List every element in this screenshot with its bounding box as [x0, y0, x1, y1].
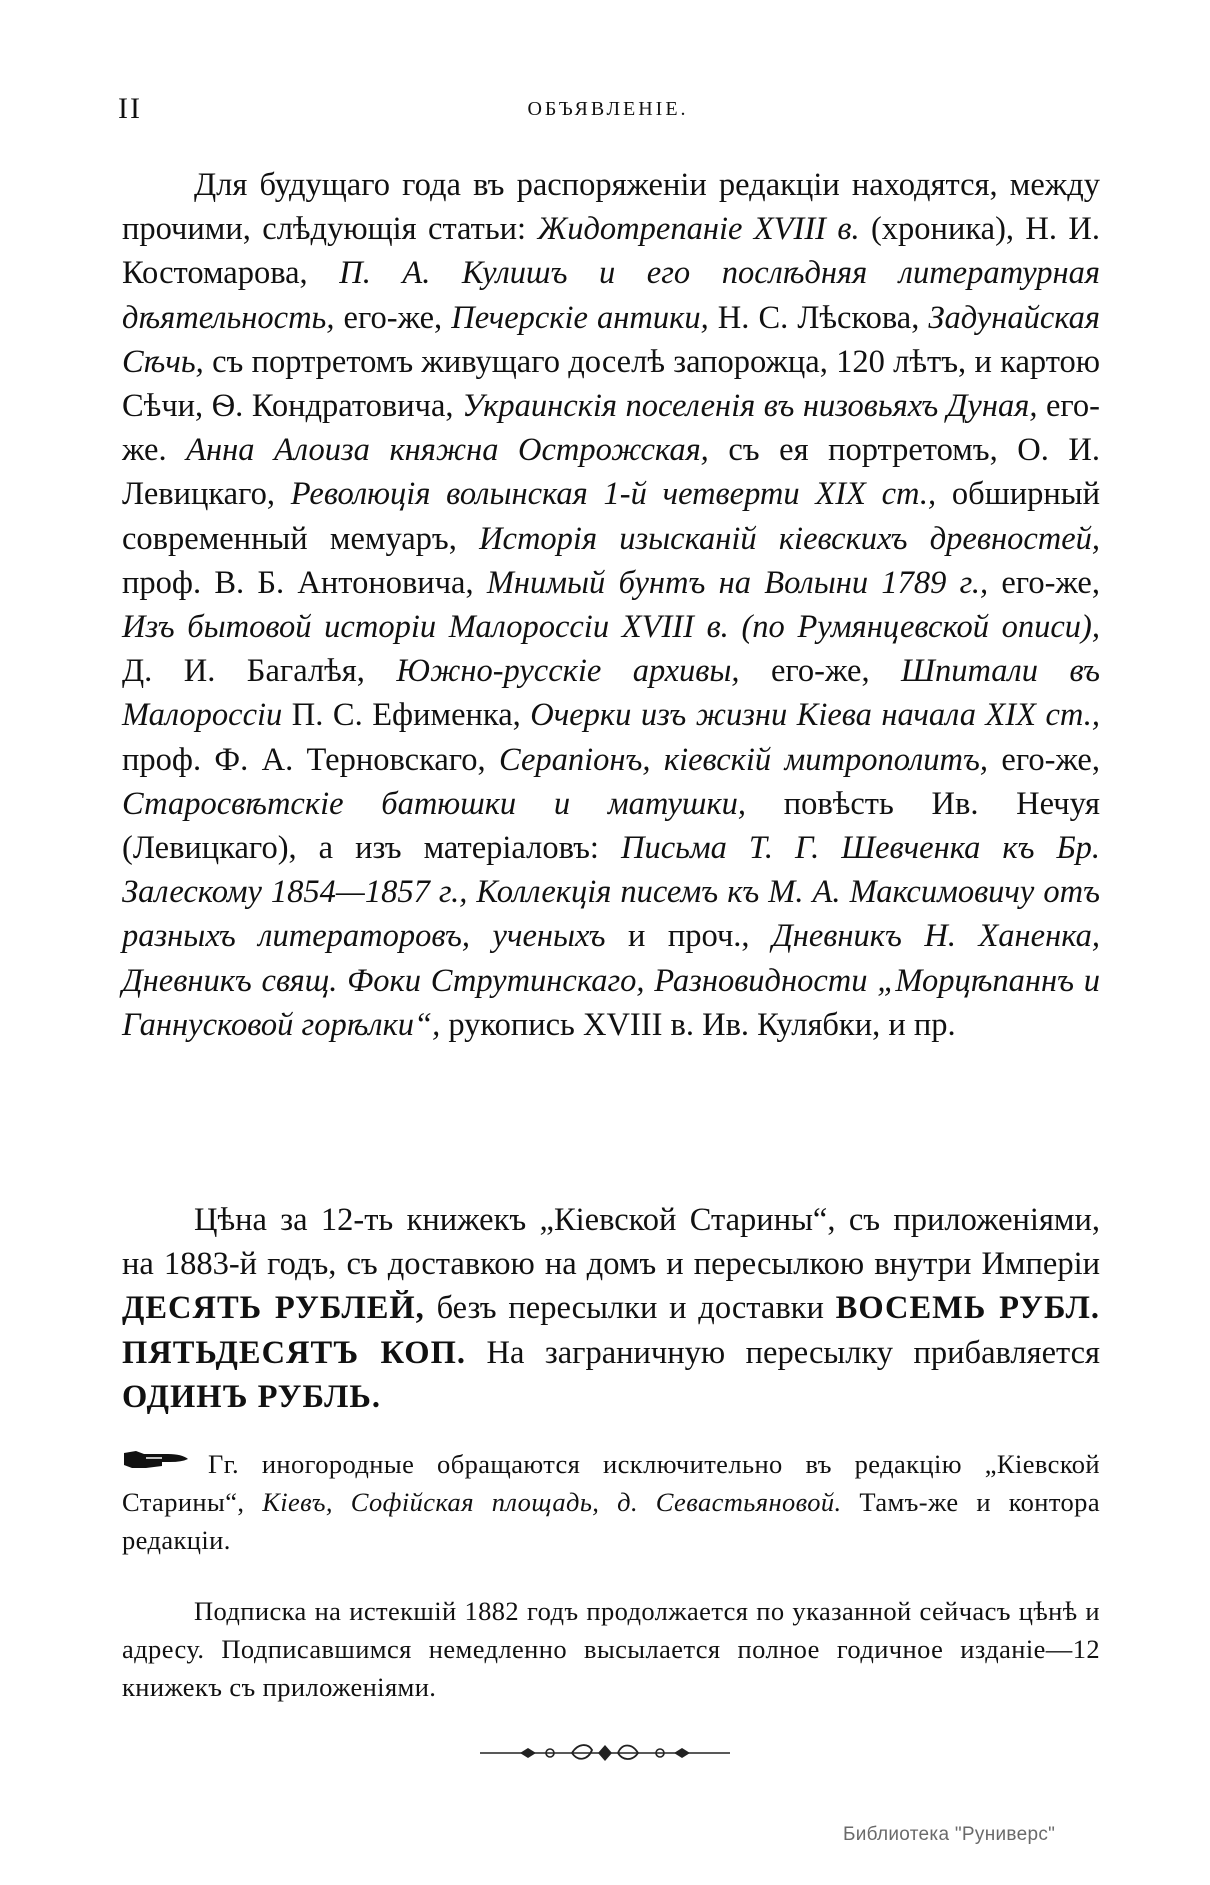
article-title: Жидотрепаніе XVIII в. [537, 211, 860, 248]
article-title: Старосвѣтскіе батюшки и матушки, [122, 785, 747, 822]
article-title: Южно-русскіе архивы, [396, 653, 740, 690]
pointing-hand-icon [122, 1450, 192, 1470]
forthcoming-articles-paragraph [122, 163, 1100, 1047]
price-highlight: ДЕСЯТЬ РУБЛЕЙ, [122, 1290, 425, 1327]
text-run: съ ея портретомъ, О. И. Левицкаго, [122, 432, 1101, 513]
editorial-address: Кіевъ, Софійская площадь, д. Севастьяновой. [262, 1487, 842, 1517]
article-title: Революція волынская 1-й четверти XIX ст., [290, 476, 937, 513]
article-title: Исторія изысканій кіевскихъ древностей, [479, 520, 1101, 557]
article-title: Мнимый бунтъ на Волыни 1789 г., [486, 564, 989, 601]
text-run: Для будущаго года въ распоряженіи редакціи находятся, между прочими, слѣдующія статьи: [122, 167, 1100, 248]
running-head: ОБЪЯВЛЕНІЕ. [527, 98, 689, 120]
article-title: Письма Т. Г. Шевченка къ Бр. Залескому 1854—1857 г., Коллекція писемъ къ М. А. Максимовичу отъ разныхъ литераторовъ, ученыхъ [122, 830, 1100, 955]
text-run: съ портретомъ живущаго доселѣ запорожца, 120 лѣтъ, и картою Сѣчи, Ѳ. Кондратовича, [122, 343, 1100, 425]
text-run: Н. С. Лѣскова, [708, 299, 929, 336]
text-run: (хроника), Н. И. Костомарова, [122, 211, 1100, 292]
text-run: безъ пересылки и доставки [424, 1290, 836, 1327]
text-run: Цѣна за 12-ть книжекъ „Кіевской Старины“, съ приложеніями, на 1883-й годъ, съ доставкою на домъ и пересылкою внутри Имперіи [122, 1202, 1100, 1283]
text-run: его-же, [988, 741, 1100, 778]
text-run: П. С. Ефименка, [282, 697, 531, 734]
article-title: Украинскія поселенія въ низовьяхъ Дуная, [462, 388, 1038, 425]
text-run: и проч., [605, 918, 773, 955]
article-title: Дневникъ Н. Ханенка, Дневникъ свящ. Фоки Струтинскаго, Разновидности „Морцѣпаннъ и Ганнусковой горѣлки“, [122, 918, 1100, 1043]
text-run: его-же, [988, 564, 1100, 601]
decorative-rule-icon [480, 1738, 730, 1768]
text-run: повѣсть Ив. Нечуя (Левицкаго), а изъ матеріаловъ: [122, 785, 1100, 867]
article-title: Печерскіе антики, [451, 299, 709, 336]
price-paragraph [122, 1198, 1100, 1419]
text-run: его-же. [122, 388, 1100, 469]
price-highlight: ОДИНЪ РУБЛЬ. [122, 1378, 381, 1415]
text-run: проф. Ф. А. Терновскаго, [122, 741, 500, 778]
text-run: Гг. иногородные обращаются исключительно въ редакцію „Кіевской Старины“, [122, 1449, 1100, 1517]
article-title: Анна Алоиза княжна Острожская, [186, 432, 709, 469]
address-notice [122, 1445, 1100, 1559]
text-run: обширный современный мемуаръ, [122, 476, 1100, 557]
article-title: Изъ бытовой исторіи Малороссіи XVIII в. (по Румянцевской описи), [122, 609, 1100, 646]
text-run: Тамъ-же и контора редакціи. [122, 1487, 1100, 1555]
text-run: рукопись XVIII в. Ив. Кулябки, и пр. [440, 1006, 956, 1043]
text-run: На заграничную пересылку прибавляется [465, 1334, 1100, 1371]
article-title: П. А. Кулишъ и его послѣдняя литературная дѣятельность, [122, 255, 1100, 336]
library-watermark: Библиотека "Руниверс" [843, 1824, 1056, 1845]
page-header [118, 92, 1098, 132]
page-number: II [118, 92, 142, 125]
text-run: Д. И. Багалѣя, [122, 653, 397, 690]
text-run: его-же, [739, 653, 902, 690]
price-highlight: ВОСЕМЬ РУБЛ. ПЯТЬДЕСЯТЪ КОП. [122, 1290, 1100, 1371]
article-title: Шпитали въ Малороссіи [122, 653, 1100, 734]
article-title: Серапіонъ, кіевскій митрополитъ, [499, 741, 989, 778]
article-title: Очерки изъ жизни Кіева начала XIX ст., [530, 697, 1101, 734]
text-run: проф. В. Б. Антоновича, [122, 564, 487, 601]
subscription-paragraph: Подписка на истекшій 1882 годъ продолжается по указанной сейчасъ цѣнѣ и адресу. Подписавшимся немедленно высылается полное годичное изданіе—12 книжекъ съ приложеніями. [122, 1596, 1100, 1702]
text-run: его-же, [334, 299, 452, 336]
article-title: Задунайская Сѣчь, [122, 299, 1100, 380]
